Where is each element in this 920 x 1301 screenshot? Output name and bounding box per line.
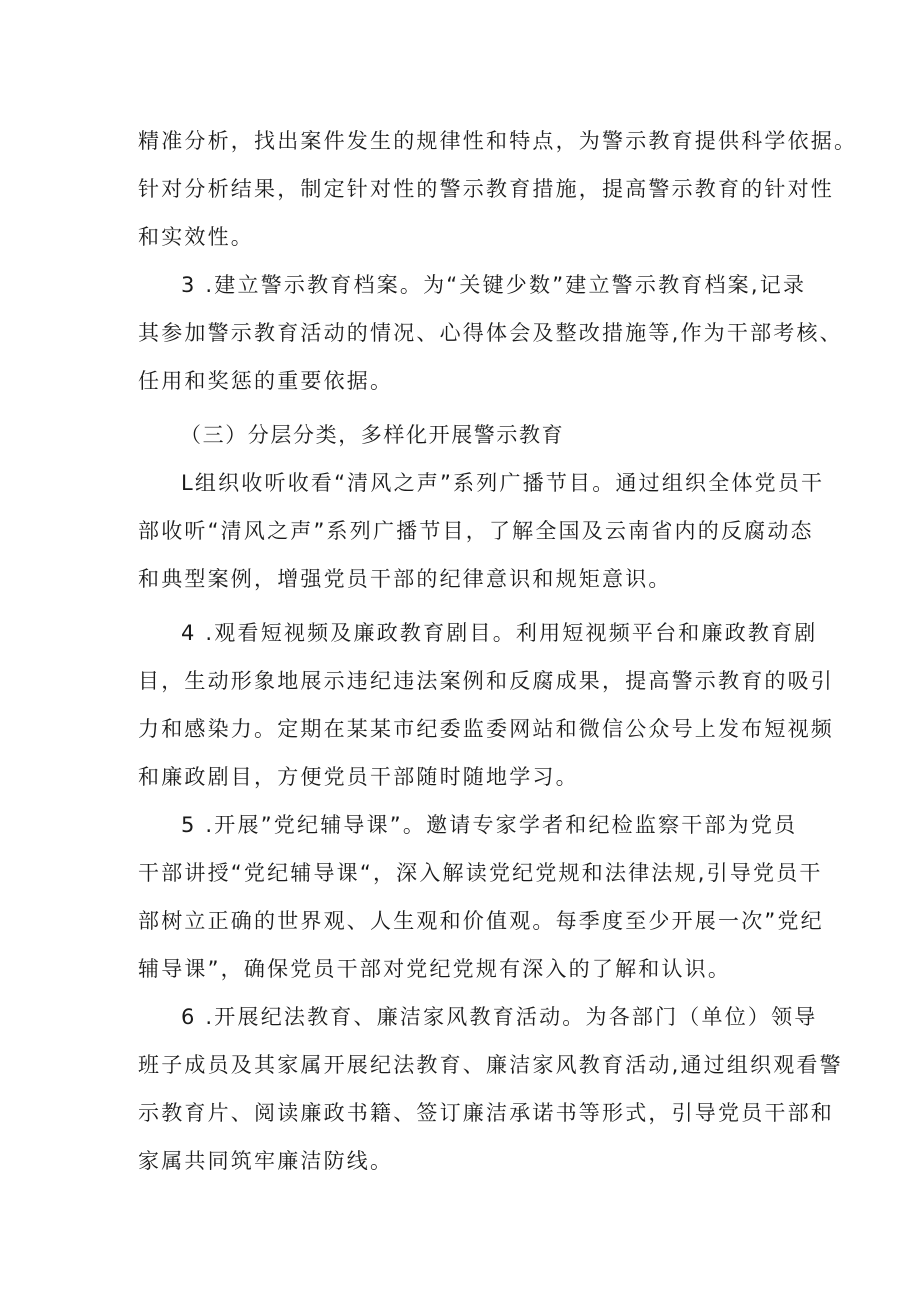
text-line: 力和感染力。定期在某某市纪委监委网站和微信公众号上发布短视频 [138,717,834,741]
text-line: 针对分析结果，制定针对性的警示教育措施，提高警示教育的针对性 [138,177,834,201]
text-line: 目，生动形象地展示违纪违法案例和反腐成果，提高警示教育的吸引 [138,669,834,693]
text-line: 任用和奖惩的重要依据。 [138,369,394,393]
text-line: 精准分析，找出案件发生的规律性和特点，为警示教育提供科学依据。 [138,129,858,153]
text-line: 家属共同筑牢廉洁防线。 [138,1149,394,1173]
text-line: 班子成员及其家属开展纪法教育、廉洁家风教育活动,通过组织观看警 [138,1053,843,1077]
text-line: 辅导课”，确保党员干部对党纪党规有深入的了解和认识。 [138,957,732,981]
text-line: 3 .建立警示教育档案。为“关键少数”建立警示教育档案,记录 [181,273,807,297]
text-line: 部收听“清风之声”系列广播节目，了解全国及云南省内的反腐动态 [138,519,814,543]
text-line: 4 .观看短视频及廉政教育剧目。利用短视频平台和廉政教育剧 [181,621,818,645]
text-line: 示教育片、阅读廉政书籍、签订廉洁承诺书等形式，引导党员干部和 [138,1101,834,1125]
text-line: 6 .开展纪法教育、廉洁家风教育活动。为各部门（单位）领导 [181,1005,818,1029]
text-line: 其参加警示教育活动的情况、心得体会及整改措施等,作为干部考核、 [138,321,843,345]
text-line: 5 .开展”党纪辅导课”。邀请专家学者和纪检监察干部为党员 [181,813,798,837]
section-heading: （三）分层分类，多样化开展警示教育 [180,423,565,447]
text-line: 和实效性。 [138,225,254,249]
text-line: 和廉政剧目，方便党员干部随时随地学习。 [138,765,579,789]
text-line: 和典型案例，增强党员干部的纪律意识和规矩意识。 [138,567,672,591]
text-line: L组织收听收看“清风之声”系列广播节目。通过组织全体党员干 [181,471,825,495]
text-line: 部树立正确的世界观、人生观和价值观。每季度至少开展一次”党纪 [138,909,824,933]
text-line: 干部讲授“党纪辅导课“，深入解读党纪党规和法律法规,引导党员干 [138,861,823,885]
